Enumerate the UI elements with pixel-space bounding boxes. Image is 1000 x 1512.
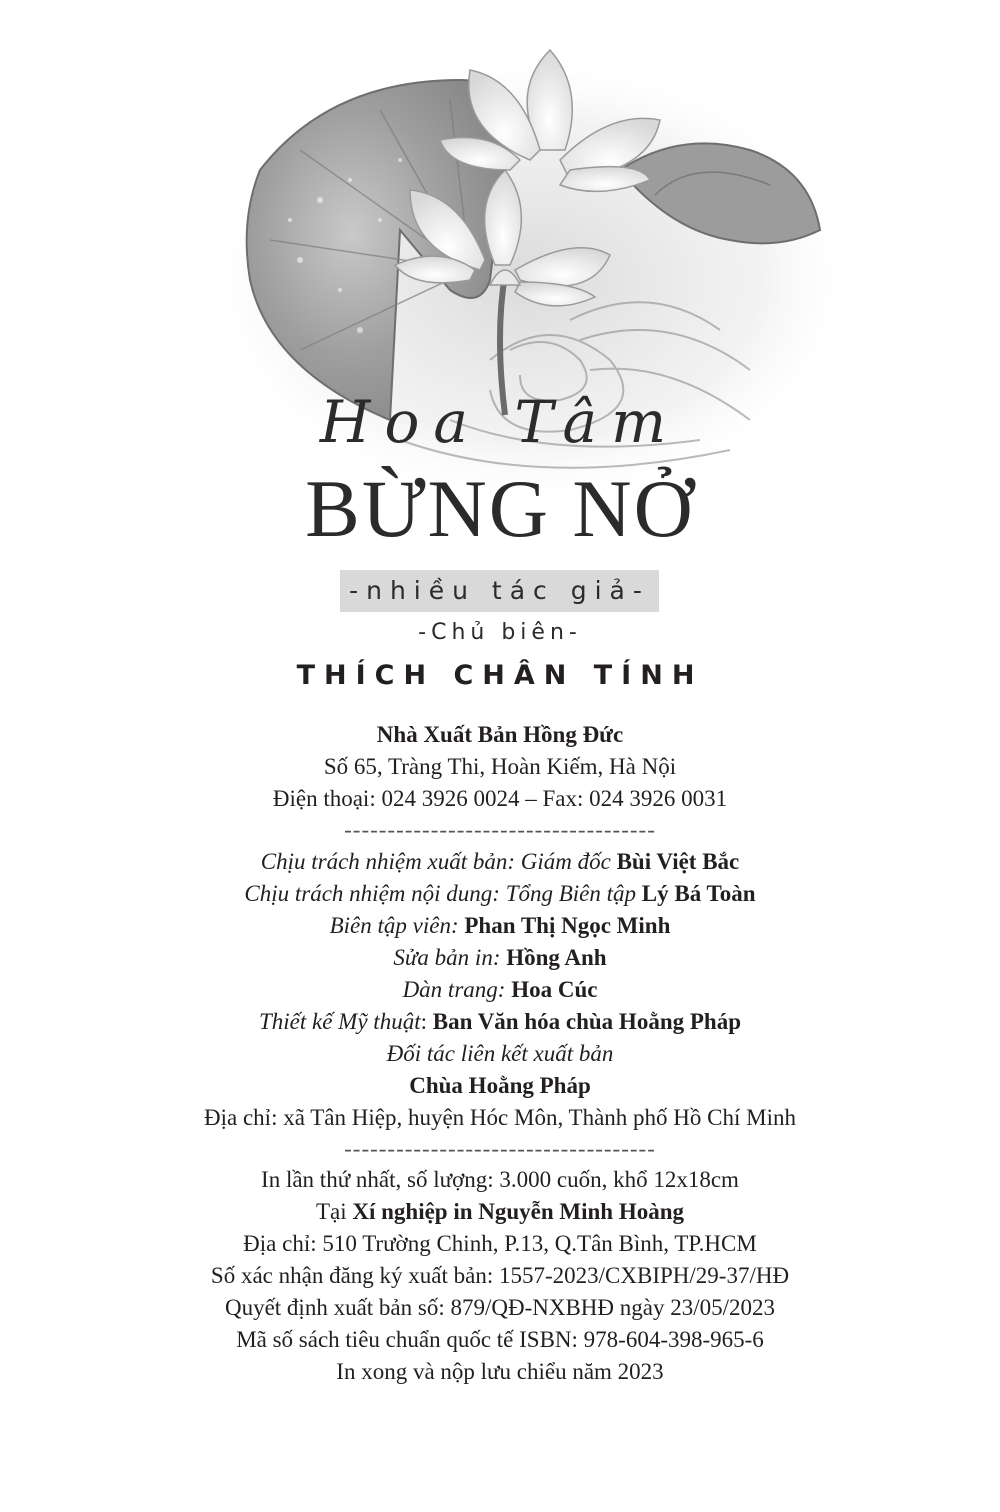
credit-publishing-responsible: Chịu trách nhiệm xuất bản: Giám đốc Bùi Việt Bắc [260,849,740,874]
publisher-name: Nhà Xuất Bản Hồng Đức [376,722,624,747]
print-edition: In lần thứ nhất, số lượng: 3.000 cuốn, khổ 12x18cm [261,1167,739,1192]
printer-address: Địa chỉ: 510 Trường Chinh, P.13, Q.Tân Bình, TP.HCM [243,1231,757,1256]
credit-layout: Dàn trang: Hoa Cúc [402,977,598,1002]
script-title: Hoa Tâm [319,388,681,456]
registration-number: Số xác nhận đăng ký xuất bản: 1557-2023/CXBIPH/29-37/HĐ [210,1263,790,1288]
publisher-contact: Điện thoại: 024 3926 0024 – Fax: 024 3926 0031 [272,786,728,811]
separator-line-2: ------------------------------------ [344,1136,656,1161]
credit-editor: Biên tập viên: Phan Thị Ngọc Minh [329,913,671,938]
printer: Tại Xí nghiệp in Nguyễn Minh Hoàng [315,1199,685,1224]
authors-label: -nhiều tác giả- [349,576,650,605]
credit-partner-label: Đối tác liên kết xuất bản [386,1041,614,1066]
credit-content-responsible: Chịu trách nhiệm nội dung: Tổng Biên tập Lý Bá Toàn [244,881,756,906]
legal-deposit: In xong và nộp lưu chiểu năm 2023 [336,1359,664,1384]
main-title: BỪNG NỞ [305,463,695,554]
isbn: Mã số sách tiêu chuẩn quốc tế ISBN: 978-604-398-965-6 [236,1327,764,1352]
credit-partner-address: Địa chỉ: xã Tân Hiệp, huyện Hóc Môn, Thành phố Hồ Chí Minh [204,1105,796,1130]
credit-proofreader: Sửa bản in: Hồng Anh [393,945,607,970]
publisher-address: Số 65, Tràng Thi, Hoàn Kiếm, Hà Nội [323,754,677,779]
chief-editor-name: THÍCH CHÂN TÍNH [296,660,704,691]
separator-line: ------------------------------------ [344,817,656,842]
publishing-decision: Quyết định xuất bản số: 879/QĐ-NXBHĐ ngày 23/05/2023 [224,1295,776,1320]
credit-art-design: Thiết kế Mỹ thuật: Ban Văn hóa chùa Hoằng Pháp [258,1009,741,1034]
credit-partner-name: Chùa Hoằng Pháp [409,1073,591,1098]
chief-editor-label: -Chủ biên- [418,620,582,645]
